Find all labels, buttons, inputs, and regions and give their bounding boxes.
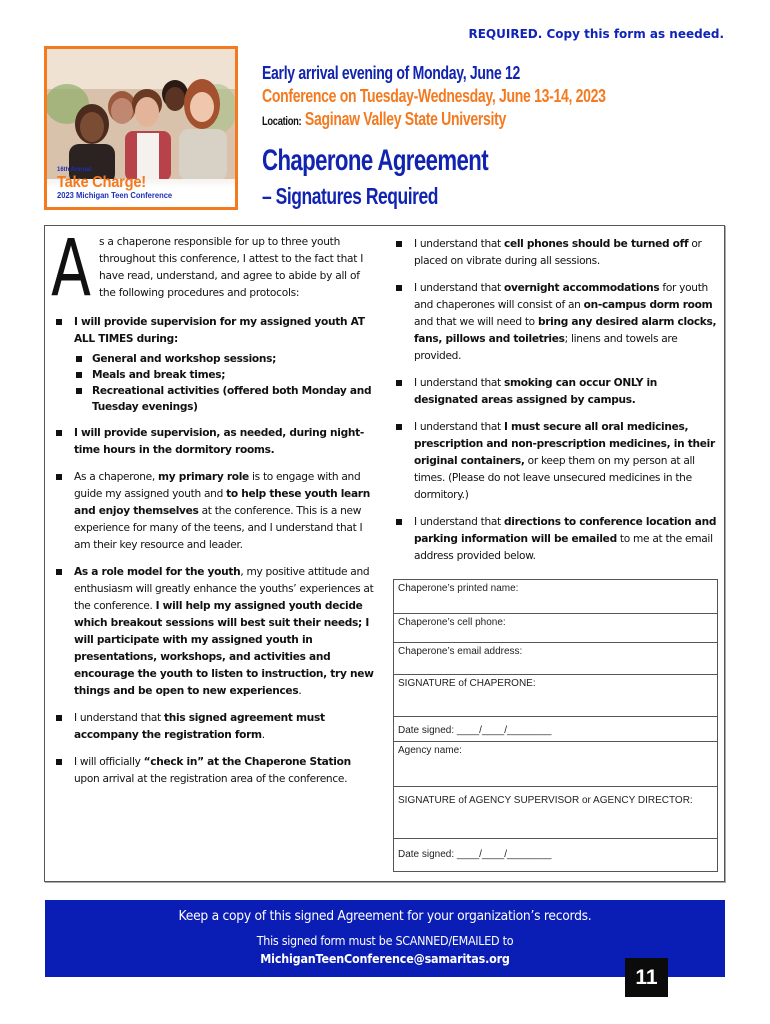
list-item: I understand that smoking can occur ONLY in designated areas assigned by campus. <box>394 375 720 409</box>
page-subtitle: – Signatures Required <box>262 183 438 209</box>
agreement-left-column <box>51 224 379 788</box>
intro-paragraph <box>51 224 379 314</box>
list-item: I understand that cell phones should be turned off or placed on vibrate during all sessions. <box>394 236 720 270</box>
drop-cap: A <box>51 224 92 314</box>
early-arrival-line: Early arrival evening of Monday, June 12 <box>262 63 521 83</box>
list-item: I understand that this signed agreement must accompany the registration form. <box>54 710 379 744</box>
page-title: Chaperone Agreement <box>262 144 489 177</box>
chaperone-cell-phone-field[interactable]: Chaperone’s cell phone: <box>394 614 717 643</box>
location-line <box>262 109 506 130</box>
list-item: I will officially “check in” at the Chaperone Station upon arrival at the registration area of the conference. <box>54 754 379 788</box>
left-bullet-list <box>54 314 379 788</box>
list-item: I understand that I must secure all oral medicines, prescription and non-prescription medicines, in their original containers, or keep them on my person at all times. (Please do not leave unsecured medicines in the dormitory.) <box>394 419 720 504</box>
logo-annual: 16th Annual <box>57 167 92 173</box>
list-item: Recreational activities (offered both Monday and Tuesday evenings) <box>74 383 379 415</box>
chaperone-email-field[interactable]: Chaperone’s email address: <box>394 643 717 675</box>
chaperone-name-field[interactable]: Chaperone’s printed name: <box>394 580 717 614</box>
list-item: General and workshop sessions; <box>74 351 379 367</box>
right-bullet-list <box>394 236 720 565</box>
logo-title: Take Charge! <box>57 174 146 191</box>
page-number: 11 <box>625 958 668 997</box>
location-label: Location: <box>262 114 302 128</box>
chaperone-signature-field[interactable]: SIGNATURE of CHAPERONE: <box>394 675 717 717</box>
signature-form <box>393 579 718 872</box>
list-item: As a role model for the youth, my positive attitude and enthusiasm will greatly enhance the youths’ experiences at the conference. I will help my assigned youth decide which breakout sessions will best suit their needs; I will participate with my assigned youth in presentations, workshops, and activities and encourage the youth to listen to instruction, try new things and be open to new experiences. <box>54 564 379 700</box>
logo-caption <box>57 167 232 201</box>
agency-name-field[interactable]: Agency name: <box>394 742 717 787</box>
list-item: As a chaperone, my primary role is to engage with and guide my assigned youth and to help these youth learn and enjoy themselves at the conference. This is a new experience for many of the teens, and I understand that I am their key resource and leader. <box>54 469 379 554</box>
list-item: I understand that directions to conference location and parking information will be emailed to me at the email address provided below. <box>394 514 720 565</box>
footer-banner <box>45 900 725 977</box>
logo-subtitle: 2023 Michigan Teen Conference <box>57 191 173 200</box>
scan-email-note: This signed form must be SCANNED/EMAILED to <box>256 934 514 948</box>
sub-bullet-list <box>74 351 379 415</box>
conference-logo-photo <box>44 46 238 210</box>
list-item: I understand that overnight accommodations for youth and chaperones will consist of an on-campus dorm room and that we will need to bring any desired alarm clocks, fans, pillows and toiletries; linens and towels are provided. <box>394 280 720 365</box>
teens-group-photo <box>47 49 235 179</box>
required-note: REQUIRED. Copy this form as needed. <box>468 27 724 41</box>
conference-dates-line: Conference on Tuesday-Wednesday, June 13-14, 2023 <box>262 86 606 106</box>
list-item: Meals and break times; <box>74 367 379 383</box>
agency-signature-field[interactable]: SIGNATURE of AGENCY SUPERVISOR or AGENCY DIRECTOR: <box>394 787 717 839</box>
agency-date-signed-field[interactable]: Date signed: ____/____/________ <box>398 849 552 860</box>
submission-email-link[interactable]: MichiganTeenConference@samaritas.org <box>260 952 510 966</box>
list-item: I will provide supervision, as needed, during night-time hours in the dormitory rooms. <box>54 425 379 459</box>
list-item: I will provide supervision for my assigned youth AT ALL TIMES during: General and workshop sessions; Meals and break times; Recreational activities (offered both Monday and Tuesday evenings) <box>54 314 379 415</box>
chaperone-date-signed-field[interactable]: Date signed: ____/____/________ <box>394 717 717 742</box>
location-value: Saginaw Valley State University <box>304 109 506 129</box>
intro-text: s a chaperone responsible for up to three youth throughout this conference, I attest to the fact that I have read, understand, and agree to abide by all of the following procedures and protocols: <box>99 236 364 299</box>
agreement-right-column <box>394 234 720 565</box>
keep-copy-note: Keep a copy of this signed Agreement for your organization’s records. <box>178 909 592 924</box>
